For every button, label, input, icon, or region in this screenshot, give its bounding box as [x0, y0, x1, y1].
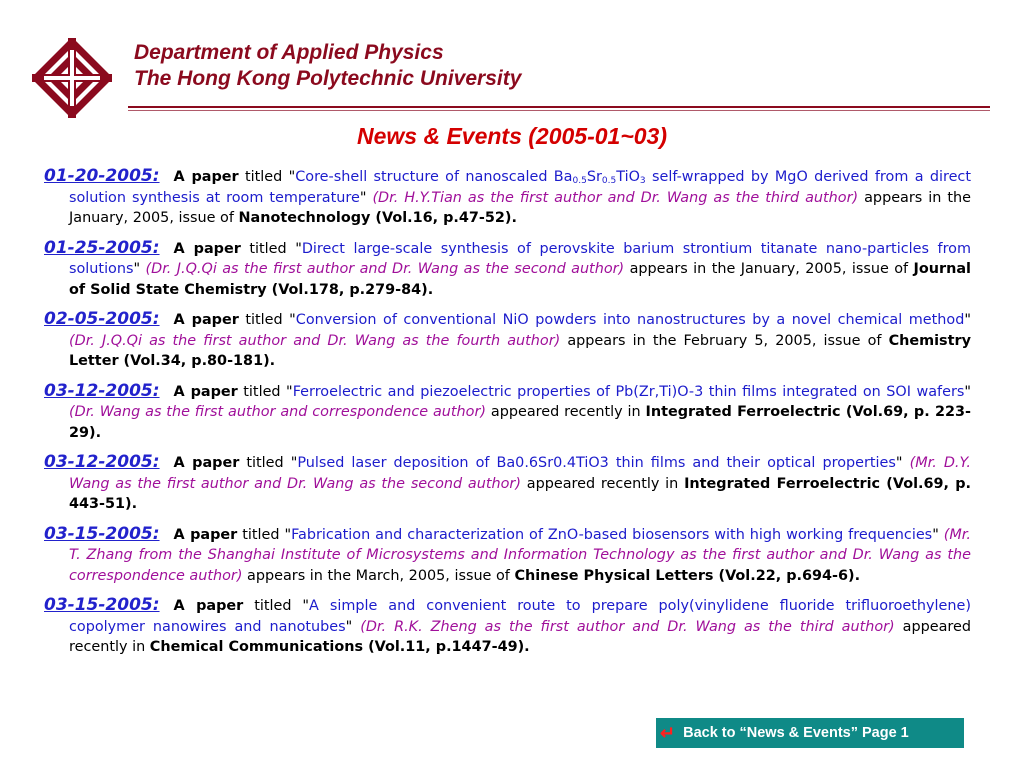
titled-text: titled " [238, 312, 296, 328]
paper-label: A paper [173, 312, 239, 328]
paper-authors: (Dr. H.Y.Tian as the first author and Dr. Wang as the third author) [372, 189, 859, 206]
news-item [44, 595, 971, 658]
department-name: Department of Applied Physics [134, 41, 444, 64]
news-date[interactable]: 03-12-2005: [44, 380, 160, 401]
titled-text: titled " [238, 169, 296, 185]
quote-close: " [932, 526, 944, 543]
journal-name: Journal of Solid State Chemistry (Vol.178, p.279-84). [69, 261, 971, 298]
news-date[interactable]: 03-15-2005: [44, 523, 160, 544]
paper-title: Ferroelectric and piezoelectric properties of Pb(Zr,Ti)O-3 thin films integrated on SOI wafers [292, 383, 965, 400]
appears-text: appears in the January, 2005, issue of [624, 261, 914, 277]
paper-label: A paper [173, 455, 240, 471]
header-divider [128, 106, 990, 108]
journal-name: Integrated Ferroelectric (Vol.69, p. 223-29). [69, 404, 971, 441]
paper-authors: (Dr. R.K. Zheng as the first author and Dr. Wang as the third author) [360, 618, 895, 635]
appears-text: appears in the February 5, 2005, issue of [560, 332, 889, 349]
paper-label: A paper [173, 240, 241, 257]
journal-name: Chemistry Letter (Vol.34, p.80-181). [69, 332, 971, 369]
university-name: The Hong Kong Polytechnic University [134, 67, 522, 90]
news-date[interactable]: 02-05-2005: [44, 309, 160, 329]
quote-close: " [964, 383, 971, 400]
news-item [44, 524, 971, 587]
polyu-logo-icon [30, 36, 114, 120]
page-title: News & Events (2005-01~03) [356, 123, 668, 149]
return-arrow-icon: ↵ [660, 722, 676, 743]
journal-name: Integrated Ferroelectric (Vol.69, p. 443-51). [69, 475, 971, 512]
news-list [44, 166, 971, 667]
paper-label: A paper [173, 598, 244, 614]
appears-text: appears in the March, 2005, issue of [242, 567, 515, 584]
paper-authors: (Mr. T. Zhang from the Shanghai Institute of Microsystems and Information Technology as the first author and Dr. Wang as the correspondence author) [69, 526, 971, 584]
titled-text: titled " [237, 526, 292, 543]
paper-title: Conversion of conventional NiO powders into nanostructures by a novel chemical method [295, 312, 965, 328]
appears-text: appeared recently in [486, 404, 646, 420]
quote-close: " [359, 189, 373, 206]
paper-authors: (Dr. J.Q.Qi as the first author and Dr. Wang as the fourth author) [69, 332, 561, 349]
news-item [44, 309, 971, 372]
paper-label: A paper [173, 169, 239, 185]
paper-authors: (Dr. Wang as the first author and correspondence author) [69, 404, 487, 420]
news-item [44, 166, 971, 229]
news-date[interactable]: 01-25-2005: [44, 237, 160, 258]
paper-label: A paper [173, 383, 238, 400]
appears-text: appeared recently in [69, 618, 971, 655]
paper-authors: (Mr. D.Y. Wang as the first author and Dr. Wang as the second author) [69, 455, 971, 492]
paper-title: A simple and convenient route to prepare poly(vinylidene fluoride trifluoroethylene) copolymer nanowires and nanotubes [69, 598, 971, 635]
journal-name: Chemical Communications (Vol.11, p.1447-49). [149, 639, 530, 655]
quote-close: " [895, 455, 910, 471]
paper-title: Fabrication and characterization of ZnO-based biosensors with high working frequencies [291, 526, 933, 543]
back-button-label: Back to “News & Events” Page 1 [683, 725, 909, 741]
appears-text: appears in the January, 2005, issue of [69, 189, 971, 226]
header-divider-thin [128, 110, 990, 111]
header [134, 40, 521, 92]
paper-title: Pulsed laser deposition of Ba0.6Sr0.4TiO3 thin films and their optical properties [297, 455, 896, 471]
titled-text: titled " [240, 240, 302, 257]
quote-close: " [345, 618, 361, 635]
journal-name: Chinese Physical Letters (Vol.22, p.694-6). [514, 567, 861, 584]
titled-text: titled " [237, 383, 293, 400]
back-to-news-button[interactable] [656, 718, 964, 748]
paper-title: Core-shell structure of nanoscaled $Ba_{0.5}Sr_{0.5}TiO_3$ self-wrapped by MgO derived from a direct solution synthesis at room temperature [69, 169, 971, 206]
quote-close: " [964, 312, 971, 328]
journal-name: Nanotechnology (Vol.16, p.47-52). [238, 210, 517, 226]
news-item [44, 381, 971, 444]
news-date[interactable]: 01-20-2005: [44, 166, 160, 186]
paper-title: Direct large-scale synthesis of perovskite barium strontium titanate nano-particles from solutions [69, 240, 971, 277]
titled-text: titled " [239, 455, 298, 471]
news-date[interactable]: 03-12-2005: [44, 452, 160, 472]
paper-label: A paper [173, 526, 238, 543]
news-item [44, 238, 971, 301]
news-item [44, 452, 971, 515]
news-date[interactable]: 03-15-2005: [44, 595, 160, 615]
appears-text: appeared recently in [520, 475, 685, 492]
quote-close: " [133, 261, 146, 277]
paper-authors: (Dr. J.Q.Qi as the first author and Dr. Wang as the second author) [145, 261, 625, 277]
titled-text: titled " [243, 598, 310, 614]
